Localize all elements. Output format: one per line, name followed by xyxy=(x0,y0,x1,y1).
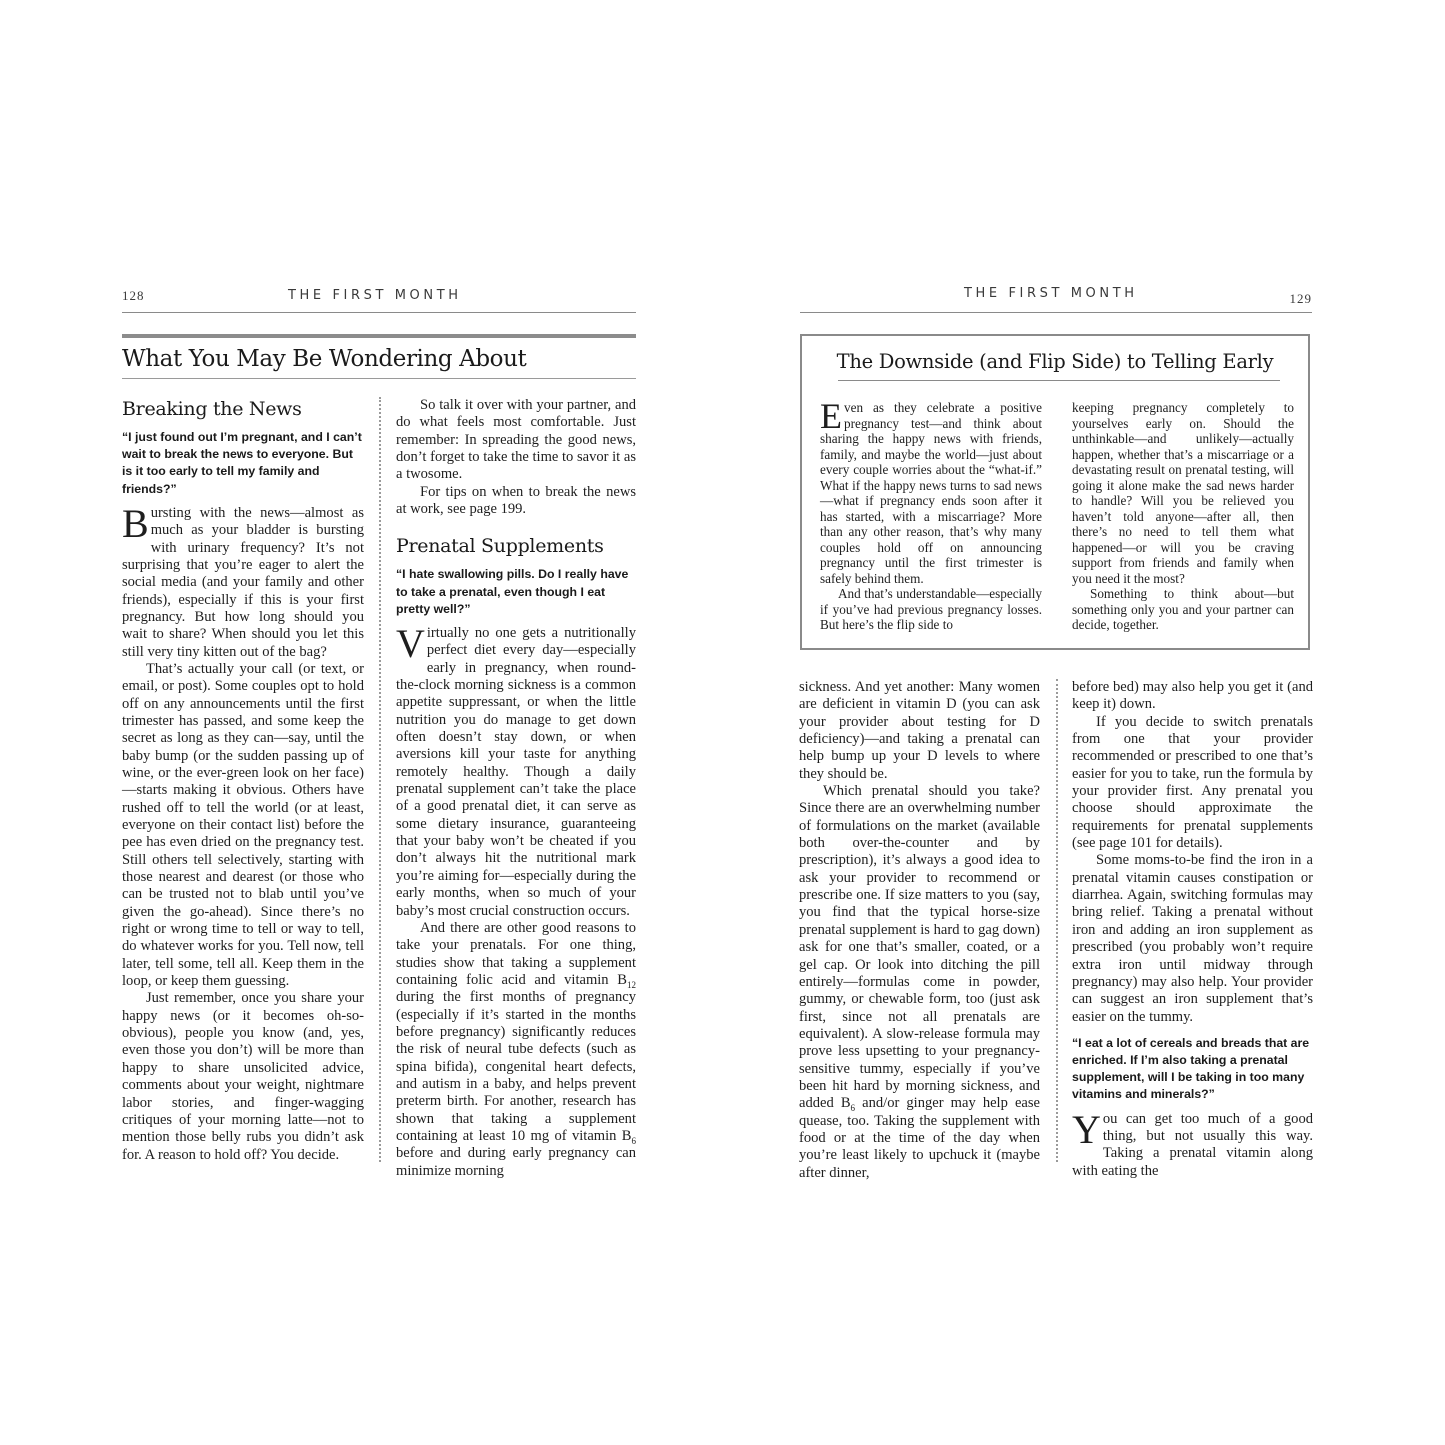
page-number: 129 xyxy=(1289,291,1312,306)
question-heading: “I hate swallowing pills. Do I really have to take a prenatal, even though I eat pretty well?” xyxy=(396,567,629,616)
paragraph: before bed) may also help you get it (and keep it) down. xyxy=(1072,679,1313,713)
subhead-breaking-news: Breaking the News xyxy=(122,398,302,420)
running-head-left xyxy=(122,288,636,313)
running-head-right xyxy=(800,288,1312,313)
running-head-title: THE FIRST MONTH xyxy=(288,288,462,303)
paragraph: Which prenatal should you take? Since there are an overwhelming number of formulations on the market (available both over-the-counter and by prescription), it’s always a good idea to ask your provider to recommend or prescribe one. If size matters to you (say, you find that the typical horse-size prenatal supplement is hard to gag down) ask for one that’s smaller, coated, or a gel cap. Or look into ditching the pill entirely—formulas come in powder, gummy, or chewable form, too (just ask first, since not all prenatals are equivalent). A slow-release formula may prove less upsetting to your pregnancy-sensitive tummy, especially if you’ve been hit hard by morning sickness, and added $B_6$ and/or ginger may help ease quease, too. Taking the supplement with food or at the time of the day when you’re least likely to upchuck it (maybe after dinner, xyxy=(799,783,1040,1181)
paragraph: And that’s understandable—especially if you’ve had previous pregnancy losses. But here’s the flip side to xyxy=(820,586,1042,632)
paragraph: Bursting with the news—almost as much as your bladder is bursting with urinary frequency? It’s not surprising that you’re eager to alert the social media (and your family and other friends), especially if this is your first pregnancy. But how long should you wait to share? When should you let this still very tiny kitten out of the bag? xyxy=(122,500,364,660)
page-number: 128 xyxy=(122,288,145,303)
sidebar-box xyxy=(800,334,1310,650)
right-page xyxy=(722,0,1445,1445)
column-divider xyxy=(1056,679,1058,1162)
right-column-1 xyxy=(799,679,1040,1182)
paragraph: Just remember, once you share your happy news (or it becomes oh-so-obvious), people you know (and, yes, even those you don’t) will be more than happy to share unsolicited advice, comments about your weight, nightmare labor stories, and finger-wagging critiques of your morning latte—not to mention those belly rubs you didn’t ask for. A reason to hold off? You decide. xyxy=(122,990,364,1163)
paragraph: If you decide to switch prenatals from one that your provider recommended or prescribed to one that’s easier for you to take, run the formula by your provider first. Any prenatal you choose should approximate the requirements for prenatal supplements (see page 101 for details). xyxy=(1072,713,1313,852)
column-divider xyxy=(379,397,381,1162)
paragraph: Virtually no one gets a nutritionally perfect diet every day—especially early in pregnancy, when round-the-clock morning sickness is a common appetite suppressant, or when the little nutrition you do manage to get down often doesn’t stay down, or when aversions kill your taste for anything remotely healthy. Though a daily prenatal supplement can’t take the place of a good prenatal diet, it can serve as some dietary insurance, guaranteeing that your baby won’t be cheated if you don’t always hit the nutritional mark you’re aiming for—especially during the early months, when so much of your baby’s most crucial construction occurs. xyxy=(396,621,636,919)
question-heading: “I eat a lot of cereals and breads that are enriched. If I’m also taking a prenatal supplement, will I be taking in too many vitamins and minerals?” xyxy=(1072,1035,1310,1102)
drop-cap: B xyxy=(122,500,149,546)
left-column-1 xyxy=(122,397,364,1164)
drop-cap: E xyxy=(820,396,842,436)
paragraph: You can get too much of a good thing, but not usually this way. Taking a prenatal vitamin along with eating the xyxy=(1072,1106,1313,1179)
paragraph: Even as they celebrate a positive pregnancy test—and think about sharing the happy news with friends, family, and maybe the world—just about every couple worries about the “what-if.” What if the happy news turns to sad news—what if pregnancy ends soon after it has started, with a miscarriage? More than any other reason, that’s why many couples hold off on announcing pregnancy until the first trimester is safely behind them. xyxy=(820,396,1042,586)
paragraph: Some moms-to-be find the iron in a prenatal vitamin causes constipation or diarrhea. Again, switching formulas may bring relief. Taking a prenatal without iron and adding an iron supplement as prescribed (you probably won’t require extra iron until midway through pregnancy) may also help. Your provider can suggest an iron supplement that’s easier on the tummy. xyxy=(1072,852,1313,1025)
sidebar-column-1 xyxy=(820,396,1042,633)
section-title: What You May Be Wondering About xyxy=(122,346,527,372)
paragraph: sickness. And yet another: Many women are deficient in vitamin D (you can ask your provider about testing for D deficiency)—and taking a prenatal can help bump up your D levels to where they should be. xyxy=(799,679,1040,782)
paragraph: keeping pregnancy completely to yourselves early on. Should the unthinkable—and unlikely—actually happen, whether that’s a miscarriage or a devastating result on prenatal testing, will going it alone make the sad news harder to handle? Will you be relieved you haven’t told anyone—after all, then there’s no need to tell them what happened—or will you be craving support from friends and family when you need it the most? xyxy=(1072,400,1294,586)
drop-cap: V xyxy=(396,621,425,667)
left-column-2 xyxy=(396,397,636,1180)
sidebar-title: The Downside (and Flip Side) to Telling Early xyxy=(836,350,1274,373)
sidebar-column-2 xyxy=(1072,400,1294,633)
paragraph: For tips on when to break the news at work, see page 199. xyxy=(396,483,636,518)
left-page xyxy=(0,0,722,1445)
section-title-rule xyxy=(122,378,636,379)
paragraph: And there are other good reasons to take your prenatals. For one thing, studies show that taking a supplement containing folic acid and vitamin $B_{12}$ during the first months of pregnancy (especially if it’s started in the months before pregnancy) significantly reduces the risk of neural tube defects (such as spina bifida), congenital heart defects, and autism in a baby, and helps prevent preterm birth. For another, research has shown that taking a supplement containing at least 10 mg of vitamin $B_6$ before and during early pregnancy can minimize morning xyxy=(396,919,636,1179)
sidebar-title-rule xyxy=(838,380,1280,381)
running-head-title: THE FIRST MONTH xyxy=(964,286,1138,301)
paragraph: Something to think about—but something only you and your partner can decide, together. xyxy=(1072,586,1294,632)
right-column-2 xyxy=(1072,679,1313,1180)
drop-cap: Y xyxy=(1072,1106,1101,1152)
subhead-prenatal-supplements: Prenatal Supplements xyxy=(396,535,604,558)
paragraph: That’s actually your call (or text, or email, or post). Some couples opt to hold off on any announcements until the first trimester has passed, and some keep the secret as long as they can—say, until the baby bump (or the sudden passing up of wine, or the ever-green look on her face)—starts making it obvious. Others have rushed off to tell the world (or at least, everyone on their contact list) before the pee has even dried on the pregnancy test. Still others tell selectively, starting with those nearest and dearest (or those who can be trusted not to blab until you’ve given the go-ahead). Since there’s no right or wrong time to tell or way to tell, do whatever works for you. Tell now, tell later, tell some, tell all. Keep them in the loop, or keep them guessing. xyxy=(122,660,364,990)
question-heading: “I just found out I’m pregnant, and I can’t wait to break the news to everyone. But is it too early to tell my family and friends?” xyxy=(122,430,362,496)
paragraph: So talk it over with your partner, and do what feels most comfortable. Just remember: In spreading the good news, don’t forget to take the time to savor it as a twosome. xyxy=(396,397,636,483)
section-title-bar xyxy=(122,334,636,338)
